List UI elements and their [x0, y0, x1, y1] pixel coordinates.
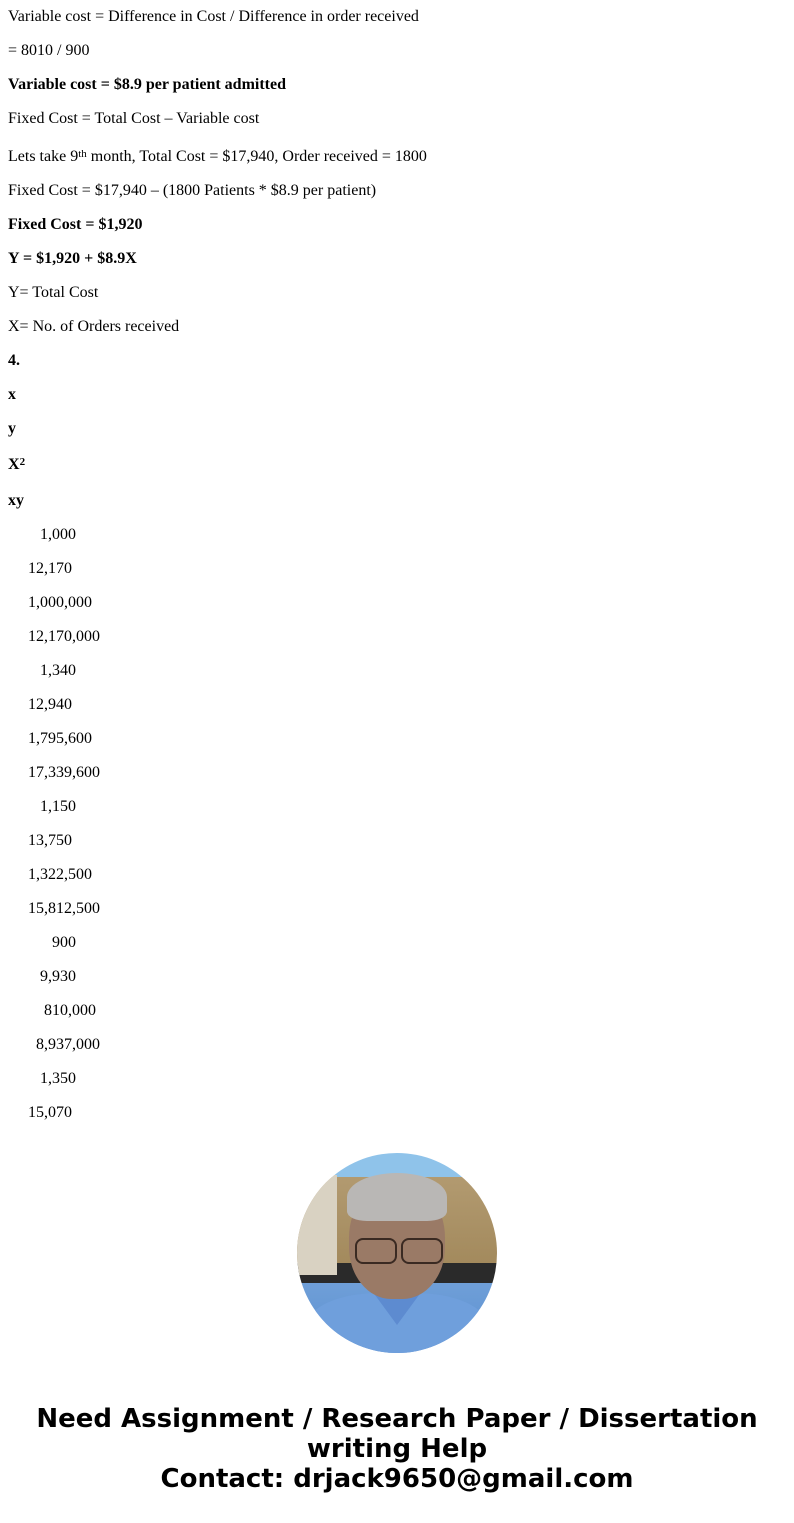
cell-x2: 810,000: [44, 1002, 96, 1019]
header-xy: xy: [8, 492, 24, 509]
header-x: x: [8, 386, 16, 403]
cell-y: 12,170: [28, 560, 72, 577]
fixed-cost-formula: Fixed Cost = Total Cost – Variable cost: [8, 110, 260, 127]
background-wall: [297, 1175, 337, 1275]
contact-banner: [0, 1404, 794, 1494]
banner-line-2: writing Help: [306, 1434, 488, 1464]
cell-x2: 1,000,000: [28, 594, 92, 611]
variable-cost-calc: = 8010 / 900: [8, 42, 90, 59]
x-definition: X= No. of Orders received: [8, 318, 180, 335]
cell-x2: 1,322,500: [28, 866, 92, 883]
variable-cost-result: Variable cost = $8.9 per patient admitted: [8, 76, 286, 93]
cell-xy: 17,339,600: [28, 764, 100, 781]
cell-y: 15,070: [28, 1104, 72, 1121]
cell-x: 1,150: [40, 798, 76, 815]
cell-x: 1,000: [40, 526, 76, 543]
cost-equation: Y = $1,920 + $8.9X: [8, 250, 137, 267]
cell-xy: 15,812,500: [28, 900, 100, 917]
fixed-cost-result: Fixed Cost = $1,920: [8, 216, 143, 233]
cell-x: 1,350: [40, 1070, 76, 1087]
variable-cost-formula: Variable cost = Difference in Cost / Difference in order received: [8, 8, 419, 25]
cell-x: 1,340: [40, 662, 76, 679]
ninth-month-statement: Lets take 9th month, Total Cost = $17,940, Order received = 1800: [8, 148, 427, 165]
header-y: y: [8, 420, 16, 437]
cell-x2: 1,795,600: [28, 730, 92, 747]
cell-x: 900: [52, 934, 76, 951]
hair: [347, 1173, 447, 1221]
glasses-icon: [355, 1238, 397, 1264]
banner-line-1: Need Assignment / Research Paper / Dissertation: [36, 1404, 758, 1434]
cell-y: 12,940: [28, 696, 72, 713]
glasses-icon: [401, 1238, 443, 1264]
cell-y: 9,930: [40, 968, 76, 985]
cell-xy: 8,937,000: [36, 1036, 100, 1053]
cell-xy: 12,170,000: [28, 628, 100, 645]
banner-contact-email: Contact: drjack9650@gmail.com: [160, 1464, 634, 1494]
fixed-cost-calc: Fixed Cost = $17,940 – (1800 Patients * $8.9 per patient): [8, 182, 377, 199]
header-x-squared: $X^2$: [8, 456, 26, 473]
author-avatar: [297, 1153, 497, 1353]
cell-y: 13,750: [28, 832, 72, 849]
y-definition: Y= Total Cost: [8, 284, 99, 301]
section-4-heading: 4.: [8, 352, 20, 369]
